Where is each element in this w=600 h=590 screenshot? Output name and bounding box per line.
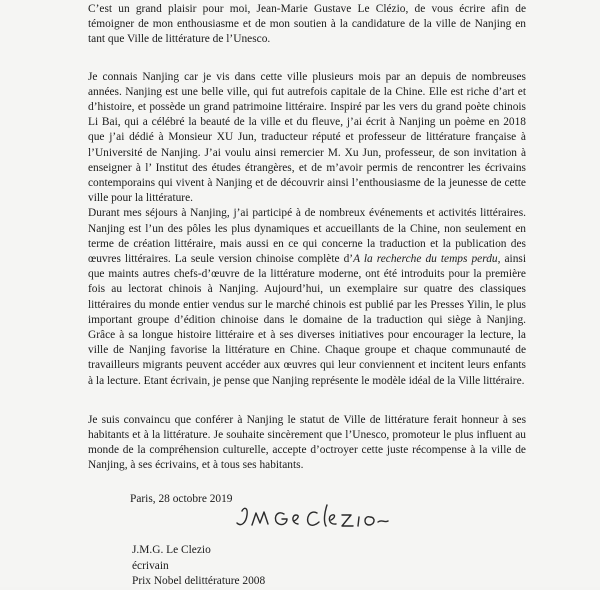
letter-body [88, 2, 526, 474]
signer-role: écrivain [132, 559, 169, 572]
paragraph-intro: C’est un grand plaisir pour moi, Jean-Marie Gustave Le Clézio, de vous écrire afin de témoigner de mon enthousiasme et de mon soutien à la candidature de la ville de Nanjing en tant que Ville de littérature de l’Unesco. [88, 3, 526, 46]
signer-name: J.M.G. Le Clezio [132, 544, 211, 556]
paragraph-conclusion: Je suis convaincu que conférer à Nanjing le statut de Ville de littérature ferait honneur à ses habitants et à la littérature. Je souhaite sincèrement que l’Unesco, promoteur le plus influent au monde de la compréhension culturelle, accepte d’octroyer cette juste récompense à la ville de Nanjing, à ses écrivains, et à tous ses habitants. [88, 413, 526, 472]
paragraph-literary-activities [88, 206, 526, 388]
paragraph-3-before: Durant mes séjours à Nanjing, j’ai participé à de nombreux événements et activités littéraires. Nanjing est l’un des pôles les plus dynamiques et accueillants de la Chine, non seulement en terme de création littéraire, mais aussi en ce qui concerne la traduction et la publication des œuvres littéraires. La seule version chinoise complète d’ [88, 207, 526, 266]
signer-award: Prix Nobel delittérature 2008 [132, 575, 266, 588]
signature-block [132, 543, 265, 590]
letter-date: Paris, 28 octobre 2019 [130, 493, 233, 505]
paragraph-3-after: , ainsi que maints autres chefs-d’œuvre de la littérature moderne, ont été introduits pour la première fois au lectorat chinois à Nanjing. Aujourd’hui, un exemplaire sur quatre des classiques littéraires du monde entier vendus sur le marché chinois est publié par les Presses Yilin, le plus important groupe d’édition chinoise dans le domaine de la traduction qui siège à Nanjing. Grâce à sa longue histoire littéraire et à ses diverses initiatives pour encourager la lecture, la ville de Nanjing favorise la littérature en Chine. Chaque groupe et chaque communauté de travailleurs migrants peuvent accéder aux œuvres qui leur conviennent et incitent leurs enfants à la lecture. Etant écrivain, je pense que Nanjing représente le modèle idéal de la Ville littéraire. [88, 253, 527, 387]
paragraph-nanjing: Je connais Nanjing car je vis dans cette ville plusieurs mois par an depuis de nombreuses années. Nanjing est une belle ville, qui fut autrefois capitale de la Chine. Elle est riche d’art et d’histoire, et possède un grand patrimoine littéraire. Inspiré par les vers du grand poète chinois Li Bai, qui a célébré la beauté de la ville et du fleuve, j’ai écrit à Nanjing un poème en 2018 que j’ai dédié à Monsieur XU Jun, traducteur réputé et professeur de littérature française à l’Université de Nanjing. J’ai voulu ainsi remercier M. Xu Jun, professeur, de son invitation à enseigner à l’ Institut des études étrangères, et de m’avoir permis de rencontrer les écrivains contemporains qui vivent à Nanjing et de découvrir ainsi l’enthousiasme de la jeunesse de cette ville pour la littérature. [88, 70, 526, 205]
handwritten-signature [232, 497, 412, 537]
book-title: A la recherche du temps perdu [353, 253, 498, 266]
